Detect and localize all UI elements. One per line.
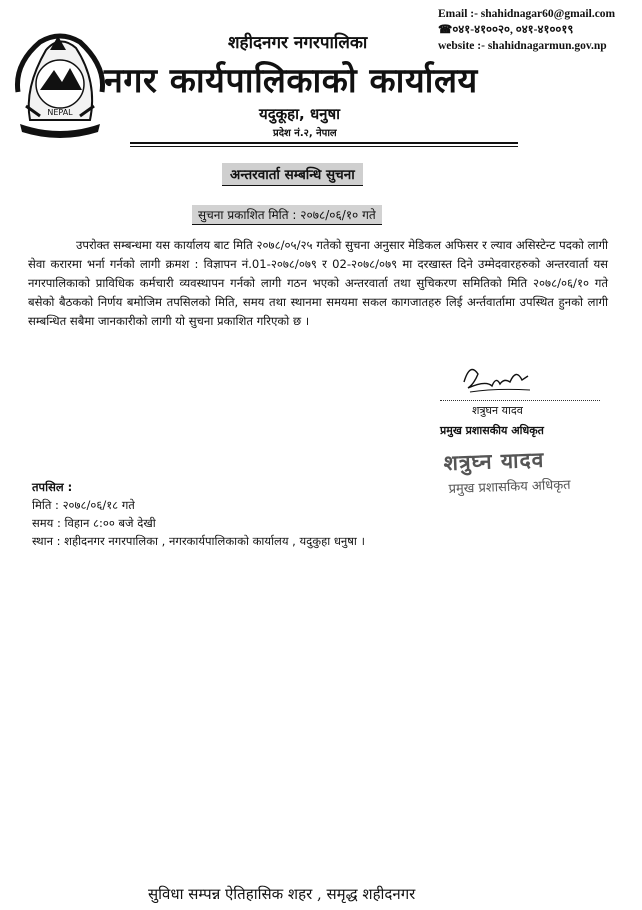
- details-heading: तपसिल :: [32, 480, 73, 494]
- stamp-title: प्रमुख प्रशासकिय अधिकृत: [448, 477, 571, 498]
- phone-text: ☎०४१-४१००२०, ०४१-४१००१९: [438, 24, 574, 36]
- notice-title: अन्तरवार्ता सम्बन्धि सुचना: [222, 163, 363, 186]
- website-text: website :- shahidnagarmun.gov.np: [438, 40, 607, 52]
- nepal-emblem-icon: [10, 28, 110, 140]
- header-rule: [130, 142, 518, 144]
- official-stamp: [443, 445, 571, 497]
- contact-info: [438, 6, 638, 54]
- address: यदुकूहा, धनुषा: [259, 105, 341, 123]
- details-date: मिति : २०७८/०६/१८ गते: [32, 498, 135, 512]
- office-title: नगर कार्यपालिकाको कार्यालय: [104, 61, 478, 101]
- footer-slogan: सुविधा सम्पन्न ऐतिहासिक शहर , समृद्ध शहीदनगर: [148, 885, 416, 903]
- signatory-name: शत्रुघन यादव: [472, 404, 523, 417]
- stamp-name: शत्रुघ्न यादव: [443, 447, 545, 476]
- emblem-label: NEPAL: [47, 108, 73, 117]
- header-rule-secondary: [130, 146, 518, 147]
- published-date: सुचना प्रकाशित मिति : २०७८/०६/१० गते: [192, 205, 382, 225]
- details-section: [32, 478, 365, 550]
- signatory-title: प्रमुख प्रशासकीय अधिकृत: [440, 424, 544, 437]
- signature-line: [440, 400, 600, 401]
- municipality-name: शहीदनगर नगरपालिका: [228, 33, 368, 53]
- province: प्रदेश नं.२, नेपाल: [273, 128, 337, 139]
- details-place: स्थान : शहीदनगर नगरपालिका , नगरकार्यपालिकाको कार्यालय , यदुकुहा धनुषा ।: [32, 534, 365, 548]
- details-time: समय : विहान ८:०० बजे देखी: [32, 516, 156, 530]
- email-text: Email :- shahidnagar60@gmail.com: [438, 8, 616, 20]
- notice-body: उपरोक्त सम्बन्धमा यस कार्यालय बाट मिति २०७८/०५/२५ गतेको सुचना अनुसार मेडिकल अफिसर र ल्याव असिस्टेन्ट पदको लागी सेवा करारमा भर्ना गर्नको लागी क्रमश : विज्ञापन नं.01-२०७८/०७९ र 02-२०७८/०७९ मा दरखास्त दिने उम्मेदवारहरुको अन्तरवार्ता यस नगरपालिकाको प्राविधिक कर्मचारी व्यवस्थापन गर्नको लागी गठन भएको अन्तरवार्ता तथा सुचिकरण समितिको मिति २०७८/०६/१० गते बसेको बैठकको निर्णय बमोजिम तपसिलको मिति, समय तथा स्थानमा समयमा सकल कागजातहरु लिई अर्न्तवार्तामा उपस्थित हुनको लागी सम्बन्धित सबैमा जानकारीको लागी यो सुचना प्रकाशित गरिएको छ ।: [28, 238, 608, 328]
- signature-icon: [456, 358, 536, 398]
